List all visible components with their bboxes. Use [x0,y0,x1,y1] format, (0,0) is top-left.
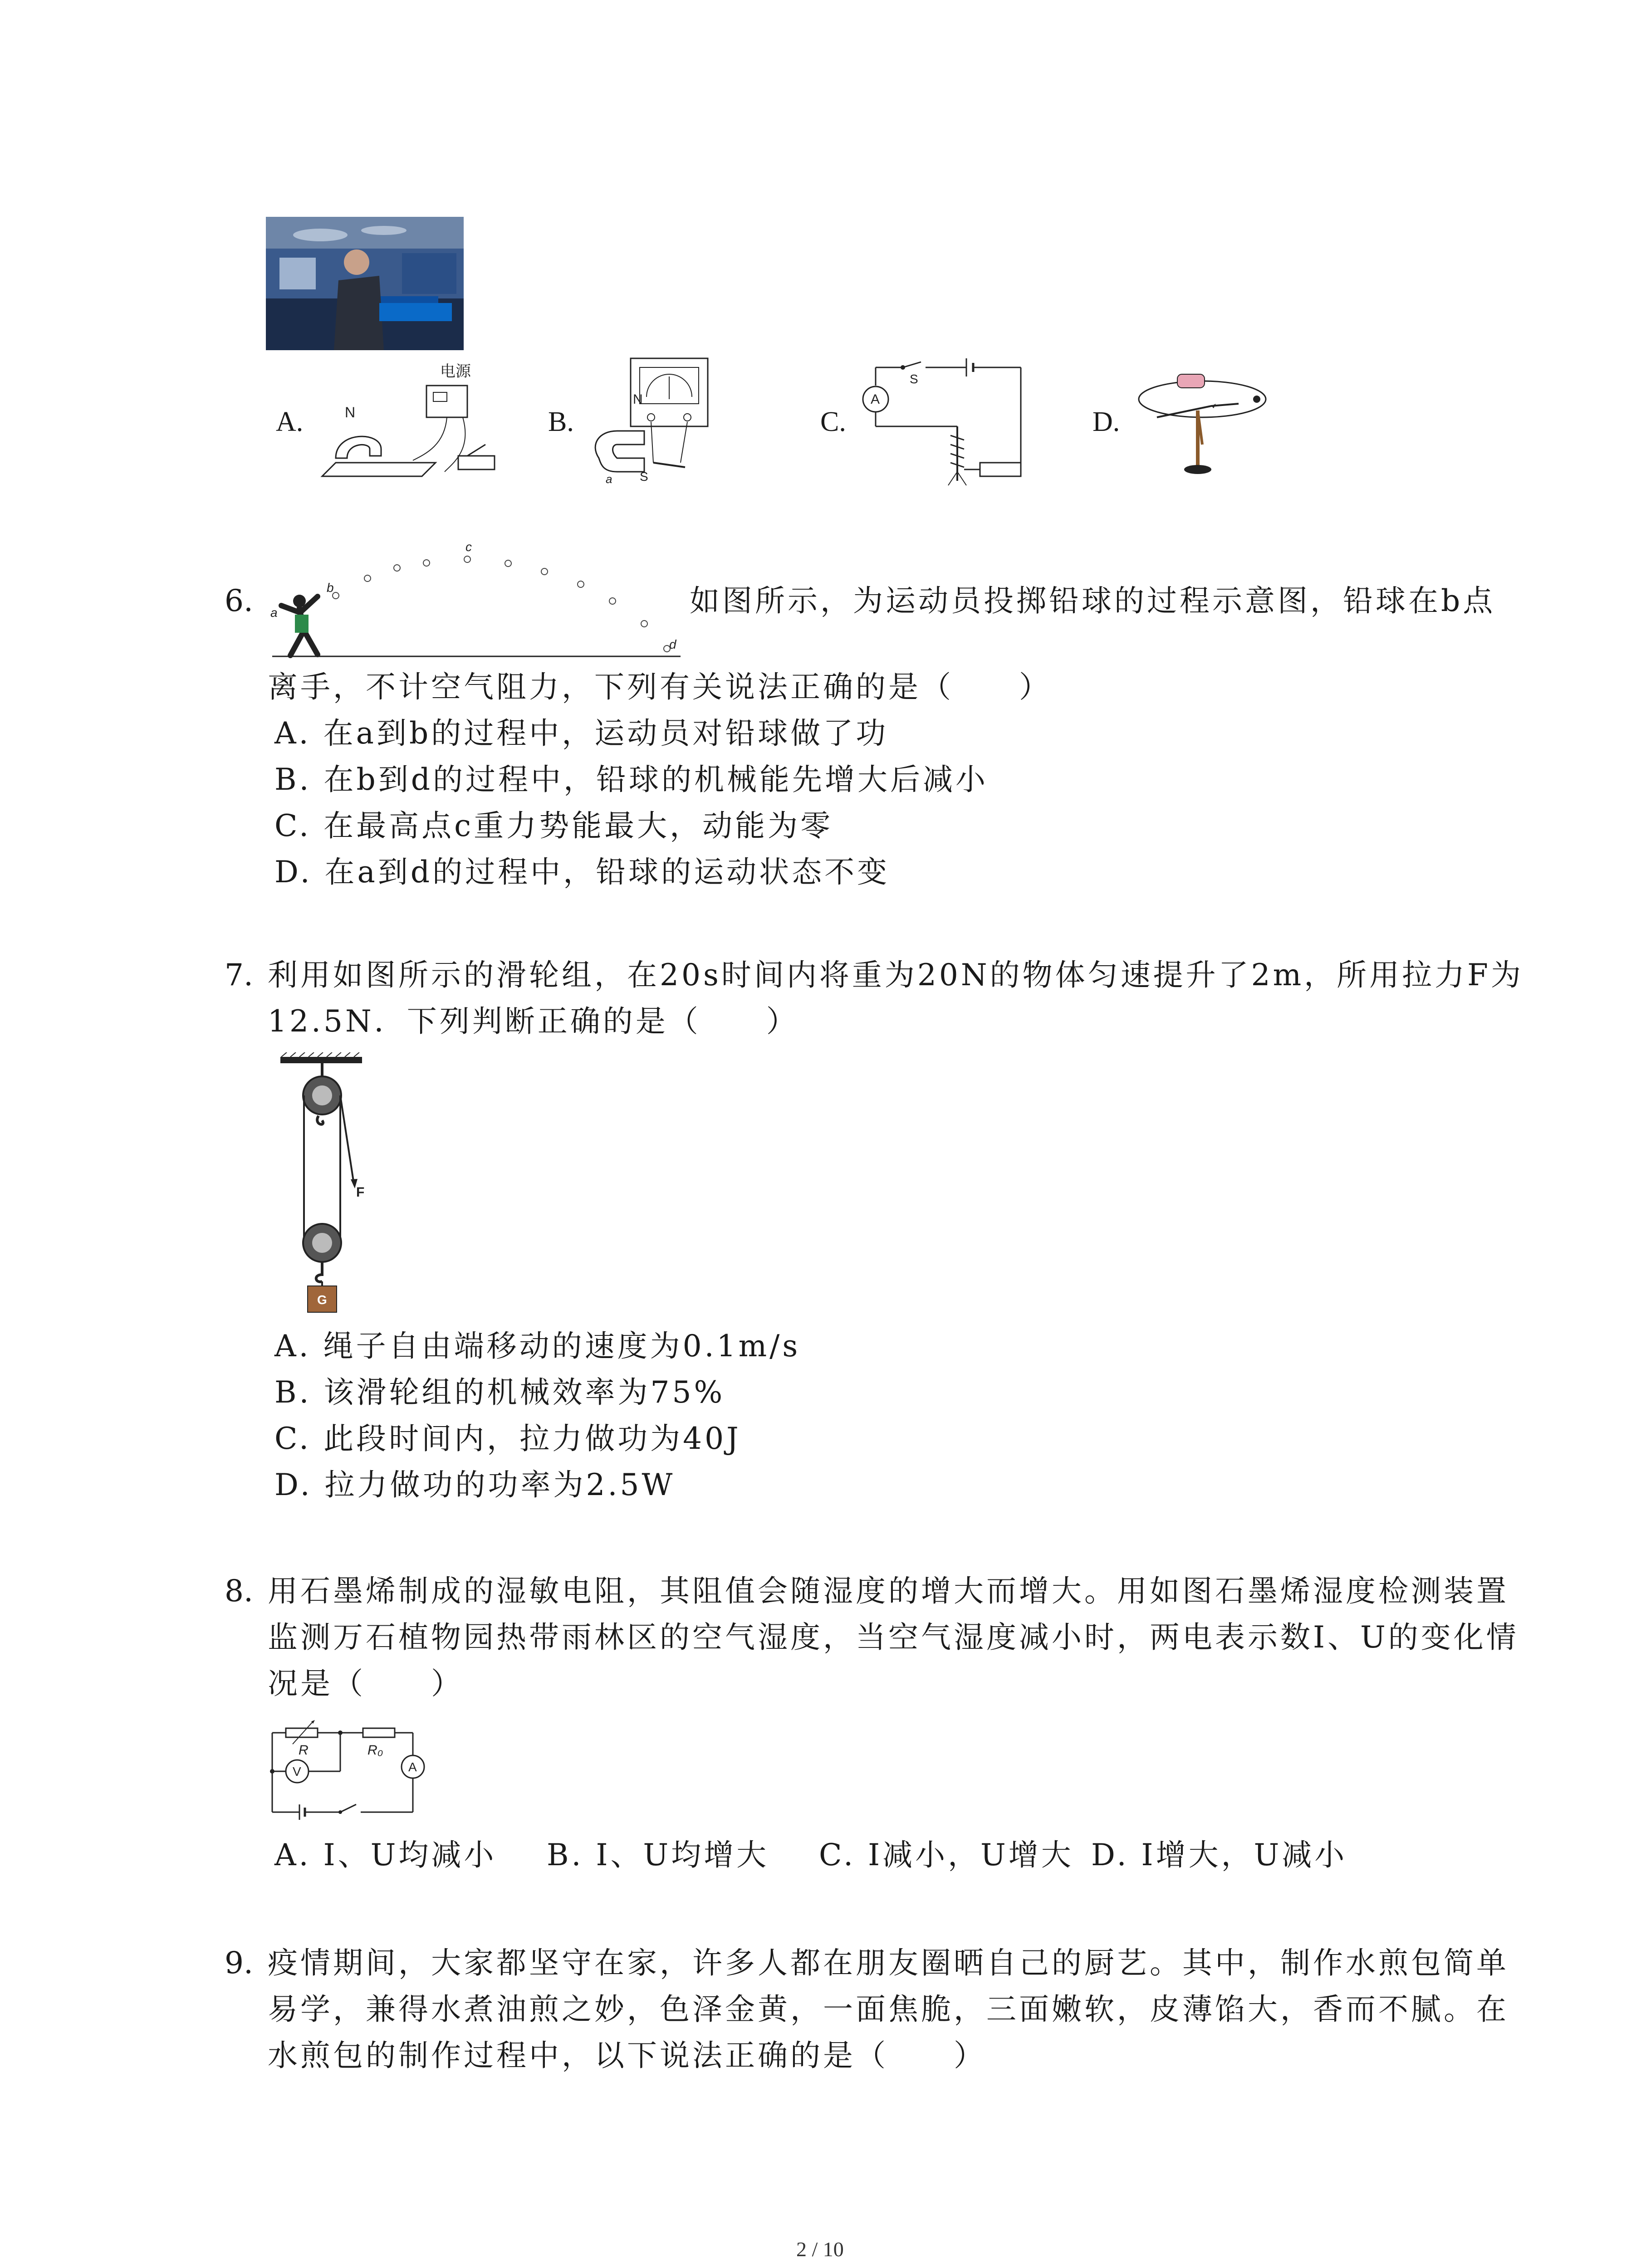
q8-stem-line3: 况是（ ） [268,1666,464,1701]
svg-text:a: a [606,472,612,485]
q9-stem-line1: 疫情期间，大家都坚守在家，许多人都在朋友圈晒自己的厨艺。其中，制作水煎包简单 [268,1945,1509,1980]
q7-option-d: D. 拉力做功的功率为2.5W [274,1467,676,1502]
q7-number: 7. [225,958,253,992]
q6-option-b: B. 在b到d的过程中，铅球的机械能先增大后减小 [274,762,988,797]
q6-fig-label-d: d [669,637,676,651]
q6-option-c: C. 在最高点c重力势能最大，动能为零 [274,808,833,843]
q6-stem-cont: 离手，不计空气阻力，下列有关说法正确的是（ ） [268,670,1052,704]
q8-option-c: C. I减小，U增大 [819,1838,1074,1872]
q7-stem-line2: 12.5N．下列判断正确的是（ ） [268,1004,799,1039]
q5-option-a-label: A. [276,406,304,437]
q8-fig-label-r0: R₀ [367,1743,383,1758]
q5-option-c-label: C. [820,406,846,437]
q9-number: 9. [225,1945,253,1980]
q8-stem-line2: 监测万石植物园热带雨林区的空气湿度，当空气湿度减小时，两电表示数I、U的变化情 [268,1620,1519,1655]
svg-text:N: N [633,392,643,407]
q5-figure-b [590,354,735,485]
q6-number: 6. [225,583,253,618]
q8-option-b: B. I、U均增大 [547,1838,769,1872]
q5-figure-d [1134,363,1270,481]
svg-text:S: S [640,469,648,484]
page-number: 2 / 10 [796,2238,844,2261]
q9-stem-line3: 水煎包的制作过程中，以下说法正确的是（ ） [268,2038,986,2073]
q8-fig-label-r: R [299,1743,309,1758]
q8-circuit-figure [268,1715,431,1823]
q6-option-a: A. 在a到b的过程中，运动员对铅球做了功 [274,716,889,751]
q7-option-b: B. 该滑轮组的机械效率为75% [274,1375,725,1410]
q8-stem-line1: 用石墨烯制成的湿敏电阻，其阻值会随湿度的增大而增大。用如图石墨烯湿度检测装置 [268,1574,1509,1608]
q6-option-d: D. 在a到d的过程中，铅球的运动状态不变 [274,855,890,890]
q5-figure-a [318,358,508,485]
q7-fig-label-g: G [317,1293,327,1307]
q7-option-a: A. 绳子自由端移动的速度为0.1m/s [274,1329,801,1364]
q7-fig-label-f: F [356,1185,365,1200]
svg-text:A: A [871,392,880,407]
q8-fig-label-v: V [293,1765,301,1779]
svg-text:N: N [345,404,356,420]
q8-option-a: A. I、U均减小 [274,1838,497,1872]
q7-option-c: C. 此段时间内，拉力做功为40J [274,1421,741,1456]
q6-fig-label-c: c [465,540,472,554]
q5-option-b-label: B. [548,406,574,437]
q7-pulley-figure [268,1052,377,1315]
q6-fig-label-b: b [327,581,334,595]
q5-option-d-label: D. [1092,406,1120,437]
q8-option-d: D. I增大，U减小 [1091,1838,1347,1872]
q5-fig-a-power-label: 电源 [440,363,471,380]
q6-fig-label-a: a [270,606,278,620]
q6-figure [268,538,685,662]
q5-figure-c [862,354,1034,490]
q5-photo [266,217,464,350]
q8-fig-label-a: A [408,1760,417,1774]
q8-number: 8. [225,1574,253,1608]
q7-stem-line1: 利用如图所示的滑轮组，在20s时间内将重为20N的物体匀速提升了2m，所用拉力F为 [268,958,1523,992]
svg-text:S: S [910,372,918,386]
q6-stem-right: 如图所示，为运动员投掷铅球的过程示意图，铅球在b点 [690,583,1496,618]
q9-stem-line2: 易学，兼得水煮油煎之妙，色泽金黄，一面焦脆，三面嫩软，皮薄馅大，香而不腻。在 [268,1992,1509,2027]
